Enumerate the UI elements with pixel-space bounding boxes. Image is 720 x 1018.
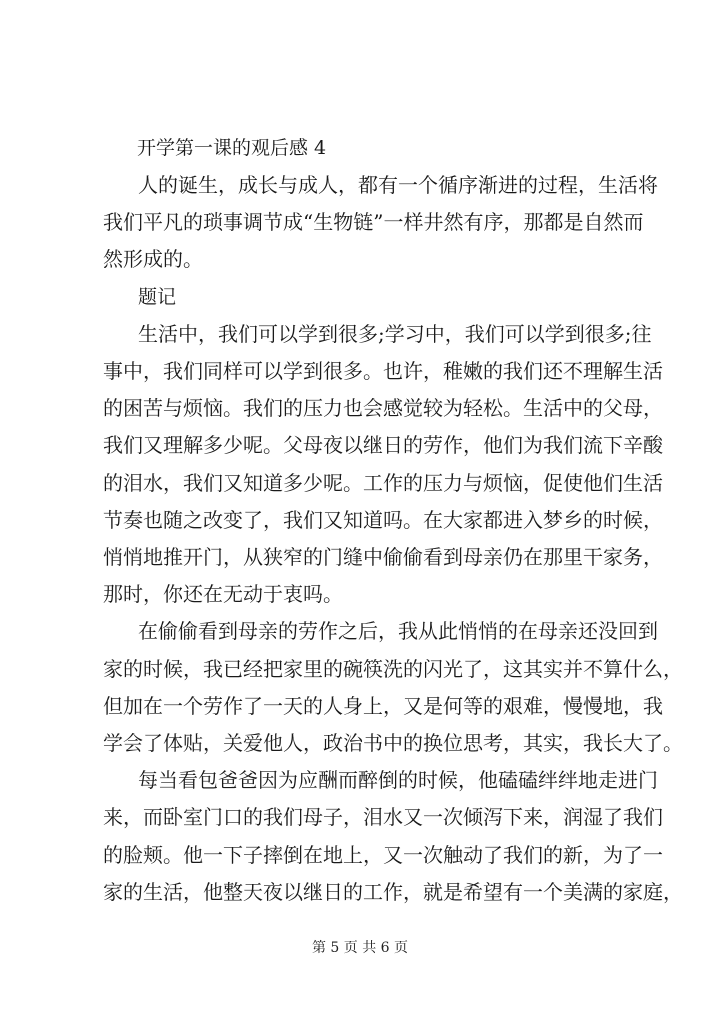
paragraph-line: 每当看包爸爸因为应酬而醉倒的时候，他磕磕绊绊地走进门: [138, 768, 658, 793]
paragraph-intro: [103, 167, 658, 279]
paragraph-line: 然形成的。: [103, 247, 203, 272]
paragraph-mother: [103, 613, 683, 762]
paragraph-line: 生活中，我们可以学到很多;学习中，我们可以学到很多;往: [138, 321, 652, 346]
paragraph-line: 人的诞生，成长与成人，都有一个循序渐进的过程，生活将: [138, 173, 658, 197]
paragraph-line: 学会了体贴，关爱他人，政治书中的换位思考，其实，我长大了。: [103, 731, 683, 756]
paragraph-line: 悄悄地推开门，从狭窄的门缝中偷偷看到母亲仍在那里干家务，: [103, 545, 663, 570]
document-title: 开学第一课的观后感 4: [137, 137, 327, 159]
paragraph-line: 但加在一个劳作了一天的人身上，又是何等的艰难，慢慢地，我: [103, 693, 663, 718]
paragraph-line: 节奏也随之改变了，我们又知道吗。在大家都进入梦乡的时候，: [103, 507, 663, 532]
paragraph-life-lessons: [103, 316, 663, 614]
section-heading: 题记: [138, 285, 177, 308]
paragraph-line: 的泪水，我们又知道多少呢。工作的压力与烦恼，促使他们生活: [103, 470, 663, 495]
paragraph-line: 来，而卧室门口的我们母子，泪水又一次倾泻下来，润湿了我们: [103, 805, 663, 830]
paragraph-father: [103, 762, 683, 911]
paragraph-line: 那时，你还在无动于衷吗。: [103, 582, 343, 607]
paragraph-line: 家的生活，他整天夜以继日的工作，就是希望有一个美满的家庭，: [103, 879, 683, 904]
paragraph-line: 家的时候，我已经把家里的碗筷洗的闪光了，这其实并不算什么，: [103, 656, 683, 681]
paragraph-line: 我们又理解多少呢。父母夜以继日的劳作，他们为我们流下辛酸: [103, 433, 663, 458]
paragraph-line: 的脸颊。他一下子摔倒在地上，又一次触动了我们的新，为了一: [103, 842, 663, 867]
paragraph-line: 的困苦与烦恼。我们的压力也会感觉较为轻松。生活中的父母，: [103, 396, 663, 421]
paragraph-line: 我们平凡的琐事调节成“生物链”一样井然有序，那都是自然而: [103, 210, 644, 235]
page-number-footer: 第 5 页 共 6 页: [311, 940, 409, 956]
paragraph-line: 在偷偷看到母亲的劳作之后，我从此悄悄的在母亲还没回到: [138, 619, 658, 644]
document-body: [103, 130, 683, 911]
paragraph-line: 事中，我们同样可以学到很多。也许，稚嫩的我们还不理解生活: [103, 359, 663, 384]
